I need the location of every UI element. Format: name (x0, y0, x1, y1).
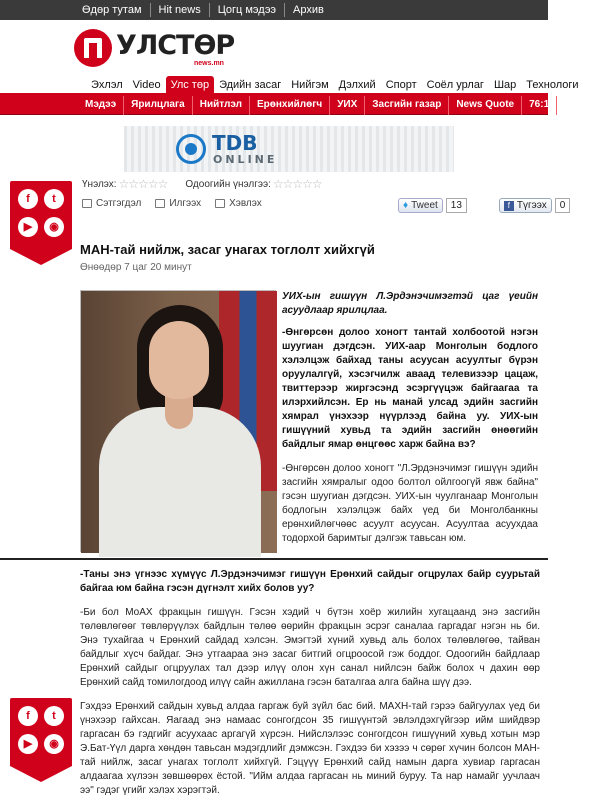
top-utility-bar (0, 0, 548, 20)
rating-label: Үнэлэх: (82, 178, 117, 190)
facebook-icon[interactable]: f (18, 706, 38, 726)
twitter-icon[interactable]: t (44, 189, 64, 209)
answer-2-paragraph-1: -Би бол МоАХ фракцын гишүүн. Гэсэн хэдий ч бүтэн хоёр жилийн хугацаанд энэ засгийн төлөвлөгөөг төвлөрүүлэх байдлын төлөө өөрийн фракцын эсрэг саналаа гаргадаг нэгэн нь би. Энэ тухайгаа ч Ерөнхий сайдад хэлсэн. Эмэгтэй хүний хувьд аль болох төлөвлөгөө, тайван байдлыг хүсч байдаг. Энэ утгаараа энэ засаг битгий огцроосой гэж боддог. Одоогийн байдлаар Ерөнхий сайдыг огцруулах тал дээр илүү олон хүн санал нийлсэн байж болох ч дахин өөр Ерөнхий сайд томилогдоод илүү сайн ажиллана гэсэн баталгаа алга байна шүү дээ. (80, 607, 540, 688)
comment-button[interactable]: Сэтгэгдэл (82, 198, 141, 209)
subnav-item-government[interactable]: Засгийн газар (365, 96, 449, 115)
youtube-icon[interactable]: ▶ (18, 217, 38, 237)
banner-subtitle: ONLINE (213, 153, 278, 166)
subnav-item-president[interactable]: Ерөнхийлөгч (250, 96, 330, 115)
comment-icon (82, 199, 92, 208)
tweet-count: 13 (446, 198, 467, 213)
subnav-item-article[interactable]: Нийтлэл (193, 96, 250, 115)
rss-icon[interactable]: ◉ (44, 217, 64, 237)
logo-mark-icon (74, 29, 112, 67)
top-link-archive[interactable]: Архив (293, 4, 324, 16)
twitter-icon[interactable]: t (44, 706, 64, 726)
rate-stars[interactable]: ☆☆☆☆☆ (118, 177, 168, 191)
nav-item-culture[interactable]: Соёл урлаг (426, 79, 484, 91)
nav-item-home[interactable]: Эхлэл (91, 79, 123, 91)
print-button[interactable]: Хэвлэх (215, 198, 262, 209)
subnav-item-76-1[interactable]: 76:1 (522, 96, 557, 115)
current-rating-stars: ☆☆☆☆☆ (272, 177, 322, 191)
print-icon (215, 199, 225, 208)
subnav-item-interview[interactable]: Ярилцлага (124, 96, 193, 115)
share-count: 0 (555, 198, 571, 213)
article-date: Өнөөдөр 7 цаг 20 минут (80, 262, 192, 273)
subnav-item-key-word[interactable]: Гарц үг (564, 99, 600, 110)
question-2: -Таны энэ үгнээс хүмүүс Л.Эрдэнэчимэг гишүүн Ерөнхий сайдыг огцрулах байр суурьтай байгаа юм байна гэсэн дүгнэлт хийх болов уу? (80, 569, 540, 594)
sub-navigation (0, 96, 600, 115)
nav-item-video[interactable]: Video (132, 79, 161, 91)
banner-title: TDB (212, 131, 258, 155)
social-panel-bottom (10, 698, 72, 766)
subnav-item-parliament[interactable]: УИХ (330, 96, 365, 115)
main-navigation (0, 76, 579, 96)
question-1: -Өнгөрсөн долоо хоногт тантай холбоотой нэгэн шуугиан дэгдсэн. УИХ-аар Монголын бодлого хэлэлцэж байхад таны асуусан асуултыг бүрэн оруулалгүй, хэсэгчилж аваад телевизээр цацаж, твиттерээр жиргэсэнд эсэргүүцэж байгаагаа та илэрхийлсэн. Ер нь манай улсад эдийн засгийн хямрал үнэхээр нүүрлээд байна уу. УИХ-ын гишүүний хувьд та эдийн засгийн өнөөгийн байдлыг ямар өнцгөөс харж байна вэ? (282, 327, 538, 450)
subnav-item-news[interactable]: Мэдээ (78, 96, 124, 115)
twitter-bird-icon: ♦ (403, 200, 409, 211)
answer-2-paragraph-2: Гэхдээ Ерөнхий сайдын хувьд алдаа гаргаж буй зүйл бас бий. МАХН-тай гэрээ байгуулах үед би үнэхээр гайхсан. Яагаад энэ намаас сонгогдсон 35 гишүүнтэй эвлэлдэхгүйгээр ийм шийдвэр гаргасан бэ гэдгийг асуухаас аргагүй хүрсэн. Нийслэлээс сонгогдсон гишүүний хувьд хотын мэр Э.Бат-Үүл дарга хөндөн тавьсан мэдэгдлийг дэмжсэн. Гэхдээ би хэзээ ч сөрөг хүчин болсон МАН-тай нийлж, засаг унагах тоглолт хийхгүй. Гэцүүү Ерөнхий сайд намын дарга хувиар гаргасан алдаагаа хүлээн зөвшөөрөх ёстой. "Ийм алдаа гаргасан нь миний буруу. Та нар намайг уучлаач ээ" гэдэг үгийг хэлэх хэрэгтэй. (80, 701, 540, 796)
article-lead: УИХ-ын гишүүн Л.Эрдэнэчимэгтэй цаг үеийн асуудлаар ярилцлаа. (282, 291, 538, 316)
article-tools (82, 198, 276, 209)
article-photo (80, 290, 276, 552)
top-link-complex-news[interactable]: Цогц мэдээ (210, 3, 285, 17)
current-rating-label: Одоогийн үнэлгээ: (185, 178, 271, 190)
nav-item-economy[interactable]: Эдийн засаг (219, 79, 282, 91)
youtube-icon[interactable]: ▶ (18, 734, 38, 754)
rating-row (82, 177, 382, 191)
bank-logo-icon (176, 134, 206, 164)
nav-item-shar[interactable]: Шар (493, 79, 517, 91)
facebook-icon[interactable]: f (18, 189, 38, 209)
top-link-hit-news[interactable]: Hit news (151, 3, 210, 17)
answer-1: -Өнгөрсөн долоо хоногт "Л.Эрдэнэчимэг гишүүн эдийн засгийн хямралыг одоо болтол ойлгоогүй явж байна" гэсэн шуугиан дэгдсэн. УИХ-ын чуулганаар Монголын бодлогын хэлэлцэж байх үед би Монголбанкны ерөнхийлөгчөөс асуулт асуусан. Асуултаа асуухдаа тодорхой баримтыг дэлгэж тавьсан юм. (282, 463, 538, 544)
facebook-small-icon: f (504, 201, 514, 211)
mail-icon (155, 199, 165, 208)
social-panel-top (10, 181, 72, 249)
section-divider (0, 558, 548, 560)
site-logo[interactable] (74, 27, 235, 73)
ad-banner[interactable] (124, 126, 454, 172)
top-links (82, 3, 332, 17)
logo-sub: news.mn (194, 60, 224, 67)
facebook-share-button[interactable]: f Түгээх (499, 198, 552, 213)
subnav-item-news-quote[interactable]: News Quote (449, 96, 522, 115)
nav-item-politics[interactable]: Улс төр (166, 76, 215, 96)
top-link-daily[interactable]: Өдөр тутам (82, 3, 151, 17)
nav-item-sport[interactable]: Спорт (385, 79, 417, 91)
nav-item-technology[interactable]: Технологи (526, 79, 579, 91)
nav-item-society[interactable]: Нийгэм (291, 79, 329, 91)
tweet-button[interactable]: ♦ Tweet (398, 198, 443, 213)
send-button[interactable]: Илгээх (155, 198, 201, 209)
logo-word: УЛСТӨР (116, 30, 235, 61)
share-buttons (398, 198, 570, 213)
rss-icon[interactable]: ◉ (44, 734, 64, 754)
nav-item-world[interactable]: Дэлхий (338, 79, 376, 91)
article-title: МАН-тай нийлж, засаг унагах тоглолт хийхгүй (80, 242, 375, 257)
